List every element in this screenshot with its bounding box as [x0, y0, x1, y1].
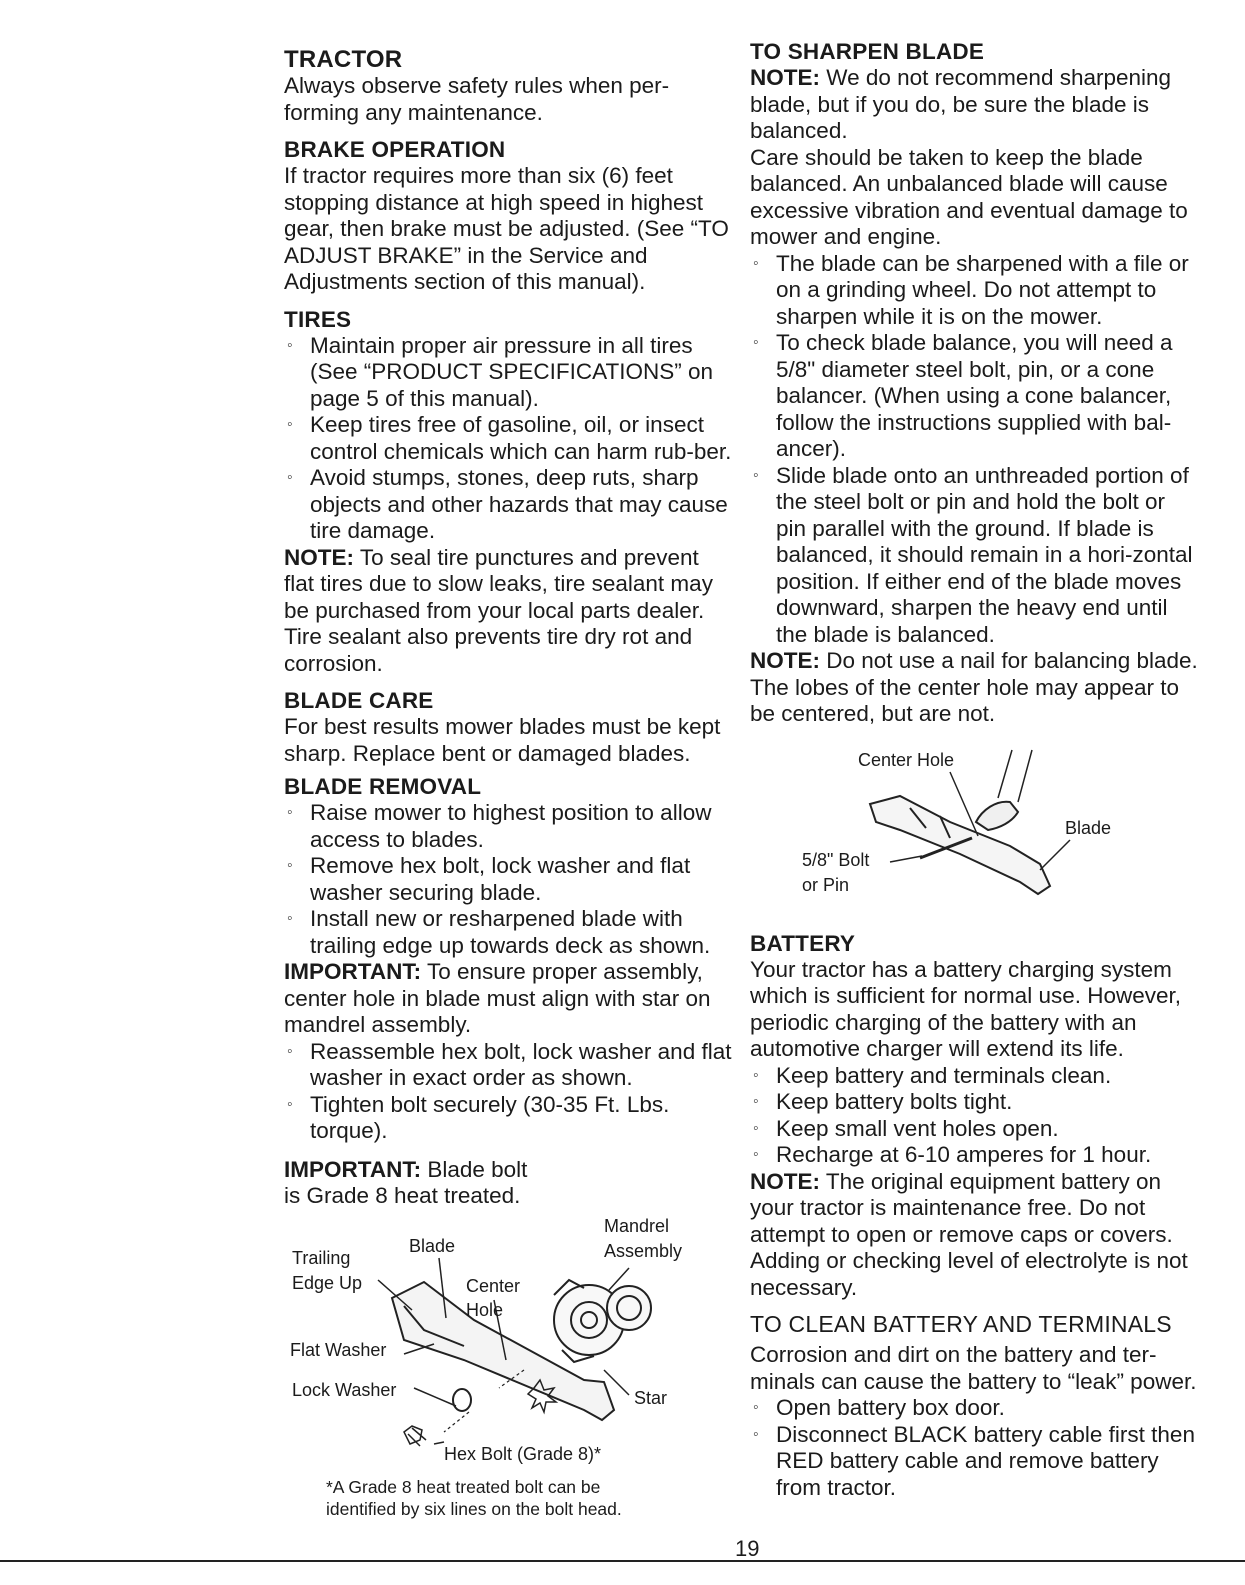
figure-footnote: *A Grade 8 heat treated bolt can be identified by six lines on the bolt head. [326, 1477, 622, 1519]
list-item: ◦ Tighten bolt securely (30-35 Ft. Lbs. torque). [287, 1091, 670, 1143]
battery-list [750, 1063, 1200, 1169]
label-hole: Hole [466, 1300, 504, 1320]
blade-removal-section [284, 773, 734, 1210]
battery-note: NOTE: The original equipment battery on your tractor is maintenance free. Do not attempt to open or remove caps or covers. Adding or checking level of electrolyte is not necessary. [750, 1168, 1188, 1300]
note-label: NOTE: [750, 648, 820, 673]
battery-heading: BATTERY [750, 930, 856, 956]
tires-section [284, 306, 734, 678]
tractor-section [284, 46, 734, 126]
label-hex-bolt: Hex Bolt (Grade 8)* [444, 1444, 602, 1464]
important-label: IMPORTANT: [284, 1156, 422, 1182]
blade-assembly-figure [284, 1210, 734, 1540]
battery-section [750, 930, 1200, 1302]
sharpen-list [750, 251, 1200, 649]
bullet-icon: ◦ [753, 1399, 759, 1416]
sharpen-note: NOTE: We do not recommend sharpening blade, but if you do, be sure the blade is balanced. [750, 65, 1172, 143]
tires-list [284, 333, 734, 545]
blade-removal-important: IMPORTANT: To ensure proper assembly, center hole in blade must align with star on mandrel assembly. [284, 959, 711, 1037]
blade-care-heading: BLADE CARE [284, 688, 434, 713]
bullet-icon: ◦ [753, 254, 759, 272]
label-edge-up: Edge Up [292, 1273, 363, 1293]
list-item: ◦ Avoid stumps, stones, deep ruts, sharp objects and other hazards that may cause tire damage. [287, 465, 728, 543]
bullet-icon: ◦ [287, 1095, 293, 1113]
bullet-icon: ◦ [753, 1425, 759, 1443]
list-item: ◦ Remove hex bolt, lock washer and flat washer securing blade. [287, 853, 691, 905]
blade-removal-list [284, 800, 734, 959]
bullet-icon: ◦ [753, 466, 759, 484]
battery-text: Your tractor has a battery charging system which is sufficient for normal use. However, periodic charging of the battery with an automotive charger will extend its life. [750, 956, 1182, 1061]
blade-removal-heading: BLADE REMOVAL [284, 774, 482, 799]
tractor-heading: TRACTOR [284, 46, 403, 73]
blade-balance-figure [750, 746, 1200, 916]
brake-text: If tractor requires more than six (6) feet stopping distance at high speed in highest gear, then brake must be adjusted. (See “TO ADJUST BRAKE” in the Service and Adjustments section of this manual). [284, 163, 729, 294]
bullet-icon: ◦ [287, 469, 293, 486]
clean-battery-heading: TO CLEAN BATTERY AND TERMINALS [750, 1311, 1172, 1337]
sharpen-text: Care should be taken to keep the blade balanced. An unbalanced blade will cause excessive vibration and eventual damage to mower and engine. [750, 144, 1188, 249]
brake-heading: BRAKE OPERATION [284, 137, 506, 162]
bottom-rule [0, 1560, 1245, 1562]
bullet-icon: ◦ [287, 1042, 293, 1060]
list-item: ◦ Keep battery and terminals clean. [753, 1062, 1112, 1088]
list-item: ◦ Raise mower to highest position to allow access to blades. [287, 800, 712, 852]
note-label: NOTE: [750, 1168, 820, 1194]
bullet-icon: ◦ [287, 910, 293, 927]
label-star: Star [634, 1388, 668, 1408]
label-blade: Blade [1065, 817, 1112, 838]
left-column [284, 38, 734, 1216]
list-item: ◦ Slide blade onto an unthreaded portion of the steel bolt or pin and hold the bolt or pin parallel with the ground. If blade is balanced, it should remain in a hori-zontal position. If either end of the blade moves downward, sharpen the heavy end until the blade is balanced. [753, 462, 1193, 647]
note-label: NOTE: [750, 65, 820, 90]
note-label: NOTE: [284, 544, 354, 570]
label-assembly: Assembly [604, 1241, 683, 1261]
list-item: ◦ To check blade balance, you will need a 5/8" diameter steel bolt, pin, or a cone balancer. (When using a cone balancer, follow the instructions supplied with bal-ancer). [753, 330, 1173, 461]
page-number: 19 [735, 1536, 760, 1561]
sharpen-heading: TO SHARPEN BLADE [750, 39, 985, 64]
bullet-icon: ◦ [287, 804, 293, 821]
tires-heading: TIRES [284, 306, 352, 332]
label-mandrel: Mandrel [604, 1216, 670, 1236]
sharpen-section [750, 38, 1200, 728]
label-lock-washer: Lock Washer [292, 1380, 397, 1400]
sharpen-note-2: NOTE: Do not use a nail for balancing blade. The lobes of the center hole may appear to be centered, but are not. [750, 648, 1198, 726]
list-item: ◦ Keep small vent holes open. [753, 1115, 1059, 1141]
list-item: ◦ Install new or resharpened blade with trailing edge up towards deck as shown. [287, 906, 711, 958]
label-trailing: Trailing [292, 1248, 351, 1268]
bullet-icon: ◦ [753, 1066, 759, 1084]
list-item: ◦ Keep battery bolts tight. [753, 1089, 1013, 1114]
bullet-icon: ◦ [753, 1093, 759, 1110]
brake-section [284, 136, 734, 296]
list-item: ◦ Keep tires free of gasoline, oil, or insect control chemicals which can harm rub-ber. [287, 412, 732, 464]
clean-battery-text: Corrosion and dirt on the battery and ter-minals can cause the battery to “leak” power. [750, 1342, 1197, 1394]
clean-battery-section [750, 1311, 1200, 1501]
blade-care-text: For best results mower blades must be kept sharp. Replace bent or damaged blades. [284, 714, 721, 766]
label-or-pin: or Pin [802, 874, 850, 895]
list-item: ◦ Disconnect BLACK battery cable first then RED battery cable and remove battery from tractor. [753, 1421, 1195, 1500]
bullet-icon: ◦ [753, 334, 759, 351]
important-label: IMPORTANT: [284, 959, 422, 984]
list-item: ◦ Recharge at 6-10 amperes for 1 hour. [753, 1142, 1152, 1167]
clean-battery-list [750, 1395, 1200, 1501]
bullet-icon: ◦ [287, 416, 293, 433]
label-center: Center [466, 1276, 521, 1296]
blade-care-section [284, 687, 734, 767]
bullet-icon: ◦ [753, 1119, 759, 1137]
right-column [750, 38, 1200, 1507]
list-item: ◦ Maintain proper air pressure in all tires (See “PRODUCT SPECIFICATIONS” on page 5 of this manual). [287, 332, 713, 411]
label-flat-washer: Flat Washer [290, 1340, 387, 1360]
bullet-icon: ◦ [753, 1146, 759, 1163]
blade-bolt-important: IMPORTANT: Blade bolt is Grade 8 heat treated. [284, 1156, 528, 1208]
bullet-icon: ◦ [287, 336, 293, 354]
label-bolt: 5/8" Bolt [802, 849, 870, 870]
list-item: ◦ Open battery box door. [753, 1395, 1005, 1420]
bullet-icon: ◦ [287, 857, 293, 874]
blade-removal-list-2 [284, 1039, 734, 1145]
label-blade: Blade [409, 1236, 456, 1256]
tractor-text: Always observe safety rules when per-forming any maintenance. [284, 73, 670, 125]
list-item: ◦ Reassemble hex bolt, lock washer and flat washer in exact order as shown. [287, 1038, 732, 1090]
label-center-hole: Center Hole [858, 749, 955, 770]
list-item: ◦ The blade can be sharpened with a file or on a grinding wheel. Do not attempt to sharpen while it is on the mower. [753, 250, 1189, 329]
tires-note: NOTE: To seal tire punctures and prevent flat tires due to slow leaks, tire sealant may be purchased from your local parts dealer. Tire sealant also prevents tire dry rot and corrosion. [284, 544, 713, 676]
